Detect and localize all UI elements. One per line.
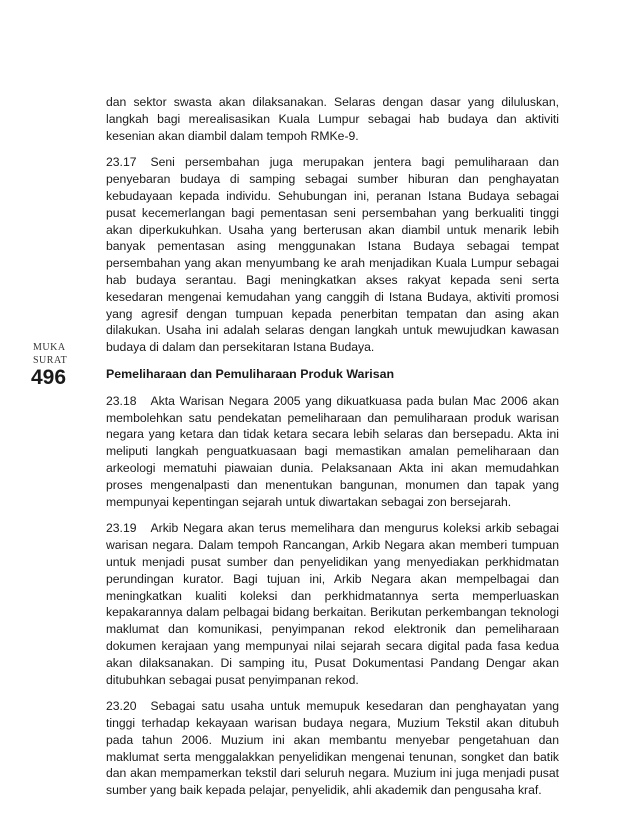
intro-paragraph: dan sektor swasta akan dilaksanakan. Selaras dengan dasar yang diluluskan, langkah bagi merealisasikan Kuala Lumpur sebagai hab budaya dan aktiviti kesenian akan diambil dalam tempoh RMKe-9. <box>106 95 559 143</box>
paragraph-23-20 <box>106 698 559 799</box>
paragraph-23-18 <box>106 393 559 511</box>
paragraph-text: Akta Warisan Negara 2005 yang dikuatkuasa pada bulan Mac 2006 akan membolehkan satu pendekatan pemeliharaan dan pemuliharaan produk warisan negara yang ketara dan tidak ketara secara lebih selaras dan bersepadu. Akta ini meliputi langkah penguatkuasaan bagi memastikan amalan pemeliharaan dan arkeologi mematuhi piawaian dunia. Pelaksanaan Akta ini akan memudahkan proses mengenalpasti dan menentukan bangunan, monumen dan tapak yang mempunyai kepentingan sejarah untuk diwartakan sebagai zon bersejarah. <box>106 393 559 509</box>
paragraph-23-17 <box>106 154 559 356</box>
document-body <box>106 94 559 809</box>
paragraph-text: Arkib Negara akan terus memelihara dan mengurus koleksi arkib sebagai warisan negara. Dalam tempoh Rancangan, Arkib Negara akan memberi tumpuan untuk menjadi pusat sumber dan penyelidikan yang menyediakan perkhidmatan perundingan kurator. Bagi tujuan ini, Arkib Negara akan mempelbagai dan meningkatkan kualiti koleksi dan perkhidmatannya serta memperluaskan kepakarannya dalam pelbagai bidang berkaitan. Berikutan perkembangan teknologi maklumat dan komunikasi, penyimpanan rekod elektronik dan pemeliharaan dokumen kerajaan yang mempunyai nilai sejarah secara digital pada fasa kedua akan dilaksanakan. Di samping itu, Pusat Dokumentasi Pandang Dengar akan ditubuhkan sebagai pusat penyimpanan rekod. <box>106 521 559 687</box>
margin-label <box>33 341 83 367</box>
margin-label-surat: SURAT <box>33 355 68 366</box>
paragraph-number: 23.18 <box>106 393 137 408</box>
paragraph-23-19 <box>106 520 559 688</box>
page-number: 496 <box>31 366 67 389</box>
paragraph-number: 23.17 <box>106 155 137 170</box>
section-heading: Pemeliharaan dan Pemuliharaan Produk Warisan <box>106 366 395 381</box>
paragraph-text: Sebagai satu usaha untuk memupuk kesedaran dan penghayatan yang tinggi terhadap kekayaan warisan budaya negara, Muzium Tekstil akan ditubuh pada tahun 2006. Muzium ini akan membantu menyebar pengetahuan dan maklumat serta menggalakkan penyelidikan mengenai tenunan, songket dan batik dan akan mempamerkan tekstil dari seluruh negara. Muzium ini juga menjadi pusat sumber yang baik kepada pelajar, penyelidik, ahli akademik dan pengusaha kraf. <box>106 699 559 798</box>
margin-label-muka: MUKA <box>33 342 66 353</box>
paragraph-number: 23.20 <box>106 699 137 714</box>
paragraph-text: Seni persembahan juga merupakan jentera bagi pemuliharaan dan penyebaran budaya di samping sebagai sumber hiburan dan penghayatan kebudayaan kepada individu. Sehubungan ini, peranan Istana Budaya sebagai pusat kecemerlangan bagi pementasan seni persembahan yang berkualiti tinggi akan diperkukuhkan. Usaha yang berterusan akan diambil untuk menarik lebih banyak pementasan asing menggunakan Istana Budaya sebagai tempat persembahan yang akan menyumbang ke arah menjadikan Kuala Lumpur sebagai hab budaya serantau. Bagi meningkatkan akses rakyat kepada seni serta kesedaran mengenai kemudahan yang canggih di Istana Budaya, aktiviti promosi yang agresif dengan tumpuan kepada penerbitan tempatan dan asing akan dilakukan. Usaha ini adalah selaras dengan langkah untuk mewujudkan kawasan budaya di dalam dan persekitaran Istana Budaya. <box>106 155 559 355</box>
paragraph-number: 23.19 <box>106 521 137 536</box>
